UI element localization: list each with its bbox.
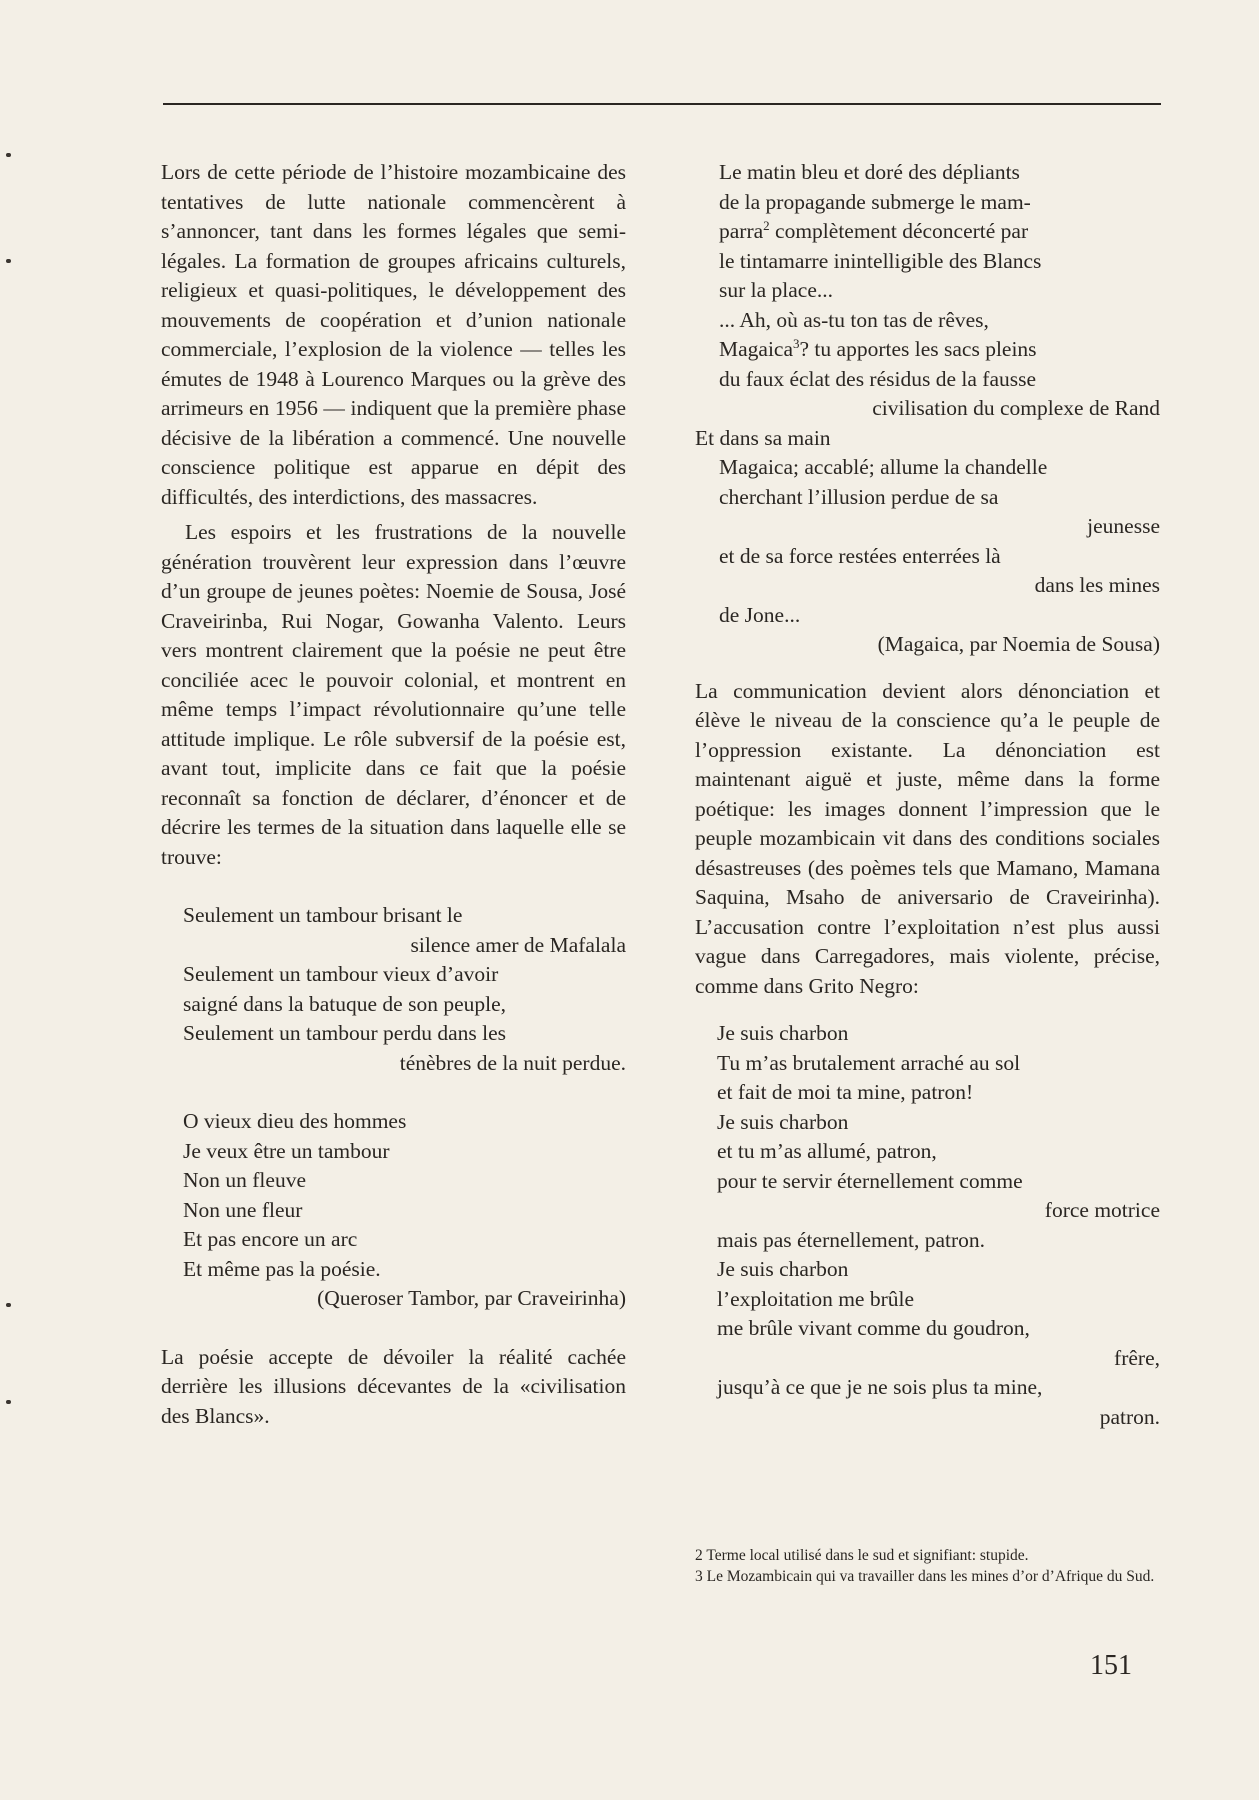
poem-magaica — [695, 158, 1160, 660]
poem-line: l’exploitation me brûle — [717, 1286, 915, 1311]
poem-line: parra$^2$ complètement déconcerté par — [719, 217, 1029, 243]
footnotes — [695, 1547, 1157, 1589]
footnote-3: 3 Le Mozambicain qui va travailler dans les mines d’or d’Afrique du Sud. — [695, 1568, 1155, 1585]
poem-grito-negro — [695, 1019, 1160, 1432]
poem-line: force motrice — [1044, 1198, 1160, 1222]
scan-speck — [6, 1400, 11, 1404]
poem-attribution: (Magaica, par Noemia de Sousa) — [877, 632, 1160, 656]
paragraph-young-poets: Les espoirs et les frustrations de la nouvelle génération trouvèrent leur expression dans l’œuvre d’un groupe de jeunes poètes: Noemie de Sousa, José Craveirinba, Rui Nogar, Gowanha Valento. Leurs vers montrent clairement que la poésie ne peut être conciliée acec le pouvoir colonial, et montrent en même temps l’impact révolutionnaire qu’une telle attitude implique. Le rôle subversif de la poésie est, avant tout, implicite dans ce fait que la poésie reconnaît sa fonction de déclarer, d’énoncer et de décrire les termes de la situation dans laquelle elle se trouve: — [161, 520, 626, 869]
poem-line: civilisation du complexe de Rand — [872, 396, 1160, 420]
right-column — [695, 158, 1160, 1432]
poem-line: sur la place... — [719, 278, 834, 302]
poem-line: de Jone... — [719, 602, 801, 627]
poem-line: saigné dans la batuque de son peuple, — [183, 991, 507, 1016]
poem-line: Non un fleuve — [183, 1168, 306, 1192]
scan-speck — [6, 153, 11, 157]
poem-line: Je veux être un tambour — [183, 1138, 390, 1163]
poem-line: Seulement un tambour brisant le — [183, 903, 463, 927]
poem-line: Magaica$^3$? tu apportes les sacs pleins — [719, 335, 1037, 361]
poem-line: Seulement un tambour vieux d’avoir — [183, 962, 499, 986]
poem-line: le tintamarre inintelligible des Blancs — [719, 248, 1042, 273]
poem-line: frêre, — [1114, 1345, 1160, 1370]
poem-queroser-tambor — [161, 901, 626, 1314]
poem-line: patron. — [1099, 1404, 1160, 1429]
poem-line: jeunesse — [1087, 514, 1160, 538]
poem-line: mais pas éternellement, patron. — [717, 1227, 986, 1252]
poem-line: de la propagande submerge le mam- — [719, 189, 1031, 214]
left-column — [161, 158, 626, 1431]
poem-line: cherchant l’illusion perdue de sa — [719, 484, 999, 509]
poem-line: et tu m’as allumé, patron, — [717, 1139, 937, 1163]
poem-line: Je suis charbon — [717, 1021, 849, 1045]
footnote-2: 2 Terme local utilisé dans le sud et signifiant: stupide. — [695, 1547, 1029, 1564]
poem-line: dans les mines — [1034, 573, 1160, 597]
poem-line: O vieux dieu des hommes — [183, 1109, 407, 1133]
poem-line: ... Ah, où as-tu ton tas de rêves, — [719, 307, 989, 332]
page-number: 151 — [1090, 1650, 1132, 1681]
scan-speck — [6, 259, 11, 263]
poem-line: Tu m’as brutalement arraché au sol — [717, 1050, 1021, 1075]
poem-line: du faux éclat des résidus de la fausse — [719, 366, 1037, 391]
poem-line: Le matin bleu et doré des dépliants — [719, 160, 1020, 184]
paragraph-national-struggle: Lors de cette période de l’histoire mozambicaine des tentatives de lutte nationale commencèrent à s’annoncer, tant dans les formes légales que semi-légales. La formation de groupes africains culturels, religieux et quasi-politiques, le développement des mouvements de coopération et d’union nationale commerciale, l’explosion de la violence — telles les émutes de 1948 à Lourenco Marques ou la grève des arrimeurs en 1956 — indiquent que la première phase décisive de la libération a commencé. Une nouvelle conscience politique est apparue en dépit des difficultés, des interdictions, des massacres. — [161, 160, 626, 509]
poem-line: Non une fleur — [183, 1197, 303, 1222]
poem-line: et de sa force restées enterrées là — [719, 543, 1001, 568]
poem-line: Je suis charbon — [717, 1109, 849, 1134]
poem-attribution: (Queroser Tambor, par Craveirinha) — [317, 1286, 626, 1310]
poem-line: ténèbres de la nuit perdue. — [399, 1050, 626, 1075]
poem-line: Magaica; accablé; allume la chandelle — [719, 455, 1048, 479]
poem-line: et fait de moi ta mine, patron! — [717, 1080, 974, 1104]
poem-line: Et dans sa main — [695, 425, 831, 450]
poem-line: Et pas encore un arc — [183, 1227, 358, 1251]
poem-line: Seulement un tambour perdu dans les — [183, 1021, 507, 1045]
scan-speck — [6, 1303, 11, 1307]
poem-line: Je suis charbon — [717, 1257, 849, 1281]
poem-line: me brûle vivant comme du goudron, — [717, 1316, 1030, 1340]
footnote-ref: 3 — [793, 335, 800, 351]
paragraph-poetry-reveals: La poésie accepte de dévoiler la réalité cachée derrière les illusions décevantes de la «civilisation des Blancs». — [161, 1344, 626, 1428]
poem-line: jusqu’à ce que je ne sois plus ta mine, — [717, 1375, 1043, 1399]
poem-line: silence amer de Mafalala — [410, 932, 626, 957]
paragraph-denunciation: La communication devient alors dénonciation et élève le niveau de la conscience qu’a le peuple de l’oppression existante. La dénonciation est maintenant aiguë et juste, même dans la forme poétique: les images donnent l’impression que le peuple mozambicain vit dans des conditions sociales désastreuses (des poèmes tels que Mamano, Mamana Saquina, Msaho de aniversario de Craveirinha). L’accusation contre l’exploitation n’est plus aussi vague dans Carregadores, mais violente, précise, comme dans Grito Negro: — [695, 678, 1160, 998]
header-rule — [163, 103, 1161, 105]
poem-line: pour te servir éternellement comme — [717, 1168, 1023, 1193]
poem-line: Et même pas la poésie. — [183, 1256, 381, 1281]
footnote-ref: 2 — [763, 217, 770, 233]
